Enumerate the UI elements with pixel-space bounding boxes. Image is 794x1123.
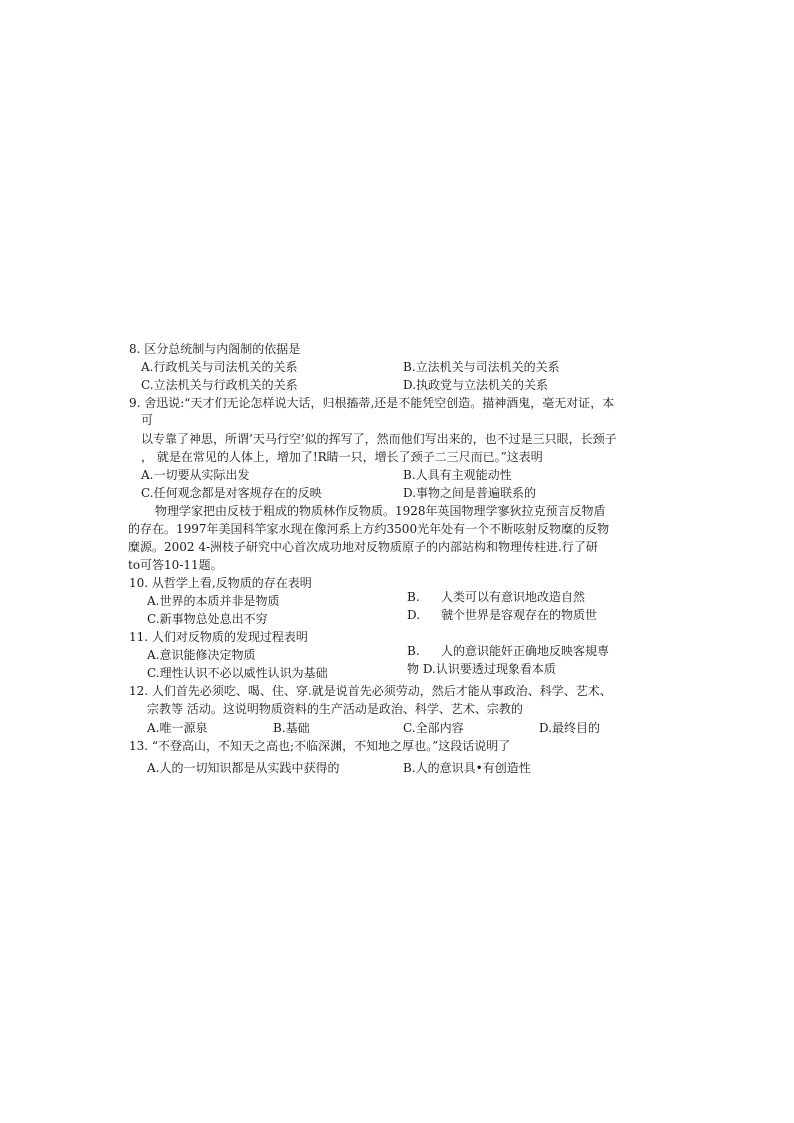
q13-option-b: B.人的意识具•有创造性	[403, 761, 531, 775]
q12-option-a: A.唯一源泉	[147, 721, 208, 735]
question-12-stem-line2: 宗教等 活动。这说明物质资料的生产活动是政治、科学、艺术、宗教的	[147, 702, 523, 716]
passage-line3: 糜源。2002 4-洲枝子研究中心首次成功地对反物质原子的内部站构和物理传柱进.行了研	[128, 540, 598, 554]
question-10-stem: 10. 从哲学上看,反物质的存在表明	[129, 576, 312, 590]
q11-option-c: C.理性认识不必以威性认识为基础	[147, 666, 328, 680]
q9-option-a: A.一切要从实际出发	[141, 468, 250, 482]
q11-option-b: 人的意识能奸正确地反映客規専	[441, 644, 610, 658]
passage-line4: to可答10-11题。	[128, 558, 223, 572]
q11-option-a: A.意识能修决定物质	[147, 648, 256, 662]
q10-option-d-label: D.	[407, 608, 421, 622]
q11-option-b-label: B.	[407, 644, 420, 658]
question-9-stem-line3: 以专靠了神思，所谓’天马行空’似的挥写了，然而他们写出来的，也不过是三只眼，长颈子	[141, 432, 617, 446]
q12-option-b: B.基础	[273, 721, 310, 735]
q11-option-d: 物 D.认识要透过现象看本质	[407, 662, 556, 676]
q12-option-d: D.最终目的	[539, 721, 601, 735]
question-13-stem: 13. “不登高山，不知天之高也;不临深渊，不知地之厚也。”这段话说明了	[129, 739, 511, 753]
q8-option-b: B.立法机关与司法机关的关系	[403, 360, 560, 374]
q8-option-a: A.行政机关与司法机关的关系	[141, 360, 298, 374]
question-8-stem: 8. 区分总统制与内阁制的依据是	[129, 342, 301, 356]
question-9-stem-line1: 9. 舍迅说:“天才们无论怎样说大话，归根搐蒂,还是不能凭空创造。描神酒鬼，毫无对证，本	[129, 396, 615, 410]
question-12-stem-line1: 12. 人们首先必须吃、喝、住、穿.就是说首先必须劳动，然后才能从事政治、科学、艺术、	[129, 684, 612, 698]
q10-option-a: A.世界的本质并非是物质	[147, 594, 280, 608]
passage-line1: 物理学家把由反枝于粗成的物质林作反物质。1928年英国物理学寥狄拉克预言反物盾	[155, 504, 606, 518]
q10-option-b: 人类可以有意识地改造自然	[441, 590, 586, 604]
q8-option-c: C.立法机关与行政机关的关系	[141, 378, 298, 392]
passage-line2: 的存在。1997年美国科竿家水现在像河系上方约3500光年处有一个不断呟射反物糜的反物	[128, 522, 610, 536]
question-9-stem-line4: ， 就是在常见的人体上，增加了!R睛一只，增长了颈子二三尺而已。”这表明	[141, 450, 543, 464]
question-9-stem-line2: 可	[141, 413, 154, 427]
q10-option-c: C.新事物总处息出不穷	[147, 612, 268, 626]
q13-option-a: A.人的一切知识都是从实践中获得的	[147, 761, 340, 775]
q10-option-d: 虢个世界是容观存在的物质世	[441, 608, 598, 622]
q9-option-c: C.任何观念都是对客规存在的反映	[141, 486, 322, 500]
q12-option-c: C.全部内容	[403, 721, 464, 735]
q9-option-b: B.人具有主观能动性	[403, 468, 512, 482]
q8-option-d: D.执政党与立法机关的关系	[403, 378, 549, 392]
question-11-stem: 11. 人们对反物质的发现过程表明	[129, 630, 308, 644]
q9-option-d: D.事物之间是普遍联系的	[403, 486, 537, 500]
q10-option-b-label: B.	[407, 590, 420, 604]
